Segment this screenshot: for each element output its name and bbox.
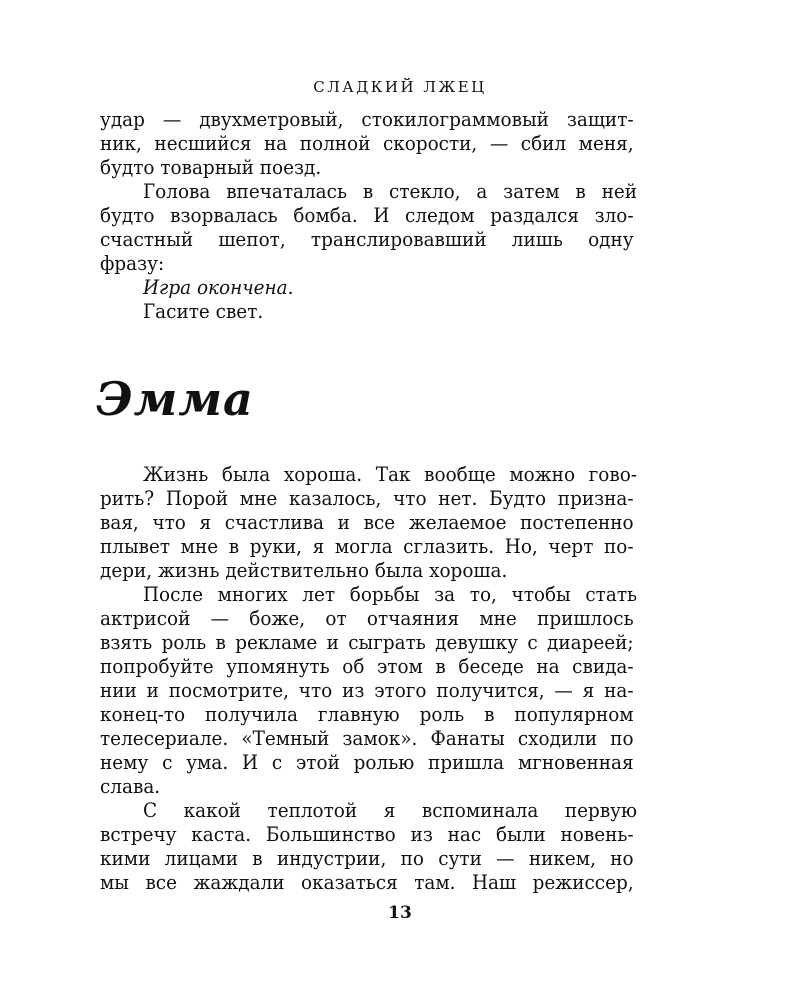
text-line: фразу: <box>100 251 165 275</box>
text-line: рить? Порой мне казалось, что нет. Будто призна- <box>100 486 634 510</box>
text-line: мы все жаждали оказаться там. Наш режиссер, <box>100 870 634 894</box>
chapter-title: Эмма <box>96 372 254 426</box>
page-number: 13 <box>388 903 412 923</box>
text-line: ник, несшийся на полной скорости, — сбил меня, <box>100 131 634 155</box>
text-line: счастный шепот, транслировавший лишь одну <box>100 227 634 251</box>
text-line: дери, жизнь действительно была хороша. <box>100 558 508 582</box>
text-line: кими лицами в индустрии, по сути — никем, но <box>100 846 634 870</box>
text-line-italic: Игра окончена. <box>143 275 294 299</box>
text-line: вая, что я счастлива и все желаемое постепенно <box>100 510 634 534</box>
text-line: взять роль в рекламе и сыграть девушку с диареей; <box>100 630 634 654</box>
text-line: Гасите свет. <box>143 299 264 323</box>
text-line: попробуйте упомянуть об этом в беседе на свида- <box>100 654 634 678</box>
text-line: актрисой — боже, от отчаяния мне пришлось <box>100 606 634 630</box>
text-line: Голова впечаталась в стекло, а затем в ней <box>143 179 638 203</box>
text-line: удар — двухметровый, стокилограммовый защит- <box>100 107 634 131</box>
running-header: СЛАДКИЙ ЛЖЕЦ <box>313 78 487 96</box>
text-line: телесериале. «Темный замок». Фанаты сходили по <box>100 726 634 750</box>
text-line: После многих лет борьбы за то, чтобы стать <box>143 582 638 606</box>
text-line: будто товарный поезд. <box>100 155 322 179</box>
text-line: плывет мне в руки, я могла сглазить. Но, черт по- <box>100 534 634 558</box>
text-line: будто взорвалась бомба. И следом раздался зло- <box>100 203 634 227</box>
text-line: нему с ума. И с этой ролью пришла мгновенная <box>100 750 634 774</box>
text-line: Жизнь была хороша. Так вообще можно гово- <box>143 462 638 486</box>
text-line: конец-то получила главную роль в популярном <box>100 702 634 726</box>
text-line: слава. <box>100 774 161 798</box>
text-line: встречу каста. Большинство из нас были новень- <box>100 822 634 846</box>
text-line: С какой теплотой я вспоминала первую <box>143 798 638 822</box>
text-line: нии и посмотрите, что из этого получится, — я на- <box>100 678 634 702</box>
